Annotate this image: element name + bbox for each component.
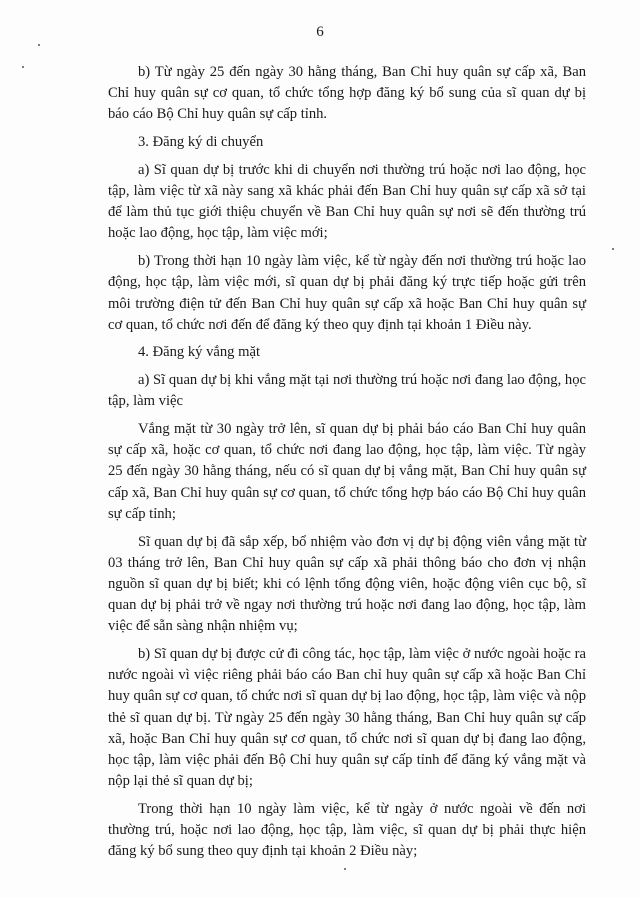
scan-speck [344, 868, 346, 870]
scan-speck [38, 44, 40, 46]
paragraph-4a: a) Sĩ quan dự bị khi vắng mặt tại nơi thường trú hoặc nơi đang lao động, học tập, làm việc [108, 372, 586, 410]
section-heading-absence: 4. Đăng ký vắng mặt [138, 344, 260, 361]
paragraph-4b: b) Sĩ quan dự bị được cử đi công tác, học tập, làm việc ở nước ngoài hoặc ra nước ngoài vì việc riêng phải báo cáo Ban chỉ huy quân sự cấp xã hoặc Ban Chỉ huy quân sự cơ quan, tổ chức nơi sĩ quan dự bị lao động, học tập, làm việc và nộp thẻ sĩ quan dự bị. Từ ngày 25 đến ngày 30 hằng tháng, Ban Chỉ huy quân sự cấp xã, hoặc Ban Chỉ huy quân sự cơ quan, tổ chức nơi sĩ quan dự bị đang lao động, học tập, làm việc phải đến Bộ Chỉ huy quân sự cấp tỉnh để đăng ký vắng mặt và nộp lại thẻ sĩ quan dự bị; [108, 646, 586, 790]
paragraph-2b-summary: b) Từ ngày 25 đến ngày 30 hằng tháng, Ban Chỉ huy quân sự cấp xã, Ban Chỉ huy quân sự cơ quan, tổ chức tổng hợp đăng ký bổ sung của sĩ quan dự bị báo cáo Bộ Chỉ huy quân sự cấp tỉnh. [108, 64, 586, 123]
paragraph-4a-3-months: Sĩ quan dự bị đã sắp xếp, bổ nhiệm vào đơn vị dự bị động viên vắng mặt từ 03 tháng trở lên, Ban Chỉ huy quân sự cấp xã phải thông báo cho đơn vị nhận nguồn sĩ quan dự bị biết; khi có lệnh tổng động viên, hoặc động viên cục bộ, sĩ quan dự bị phải trở về ngay nơi thường trú hoặc nơi đang lao động, học tập, làm việc để sẵn sàng nhận nhiệm vụ; [108, 533, 586, 635]
paragraph-3b: b) Trong thời hạn 10 ngày làm việc, kể từ ngày đến nơi thường trú hoặc lao động, học tập, làm việc mới, sĩ quan dự bị phải đăng ký trực tiếp hoặc gửi trên môi trường điện tử đến Ban Chỉ huy quân sự cấp xã hoặc Ban Chỉ huy quân sự cơ quan, tổ chức nơi đến để đăng ký theo quy định tại khoản 1 Điều này. [108, 253, 586, 333]
paragraph-4a-30-days: Vắng mặt từ 30 ngày trở lên, sĩ quan dự bị phải báo cáo Ban Chỉ huy quân sự cấp xã, hoặc cơ quan, tổ chức nơi đang lao động, học tập, làm việc. Từ ngày 25 đến ngày 30 hằng tháng, nếu có sĩ quan dự bị vắng mặt, Ban Chỉ huy quân sự cấp xã, Ban Chỉ huy quân sự cơ quan, tổ chức tổng hợp báo cáo Bộ Chỉ huy quân sự cấp tỉnh; [108, 421, 586, 522]
paragraph-4b-return: Trong thời hạn 10 ngày làm việc, kể từ ngày ở nước ngoài về đến nơi thường trú, hoặc nơi lao động, học tập, làm việc, sĩ quan dự bị phải thực hiện đăng ký bổ sung theo quy định tại khoản 2 Điều này; [108, 801, 586, 860]
section-heading-relocation: 3. Đăng ký di chuyển [138, 134, 264, 151]
scan-speck [22, 66, 24, 68]
page-number: 6 [316, 24, 324, 40]
paragraph-3a: a) Sĩ quan dự bị trước khi di chuyển nơi thường trú hoặc nơi lao động, học tập, làm việc từ xã này sang xã khác phải đến Ban Chỉ huy quân sự cấp xã sở tại để làm thủ tục giới thiệu chuyển về Ban Chỉ huy quân sự nơi sẽ đến thường trú hoặc lao động, học tập, làm việc mới; [108, 161, 586, 242]
document-body [108, 62, 586, 869]
scan-speck [612, 248, 614, 250]
